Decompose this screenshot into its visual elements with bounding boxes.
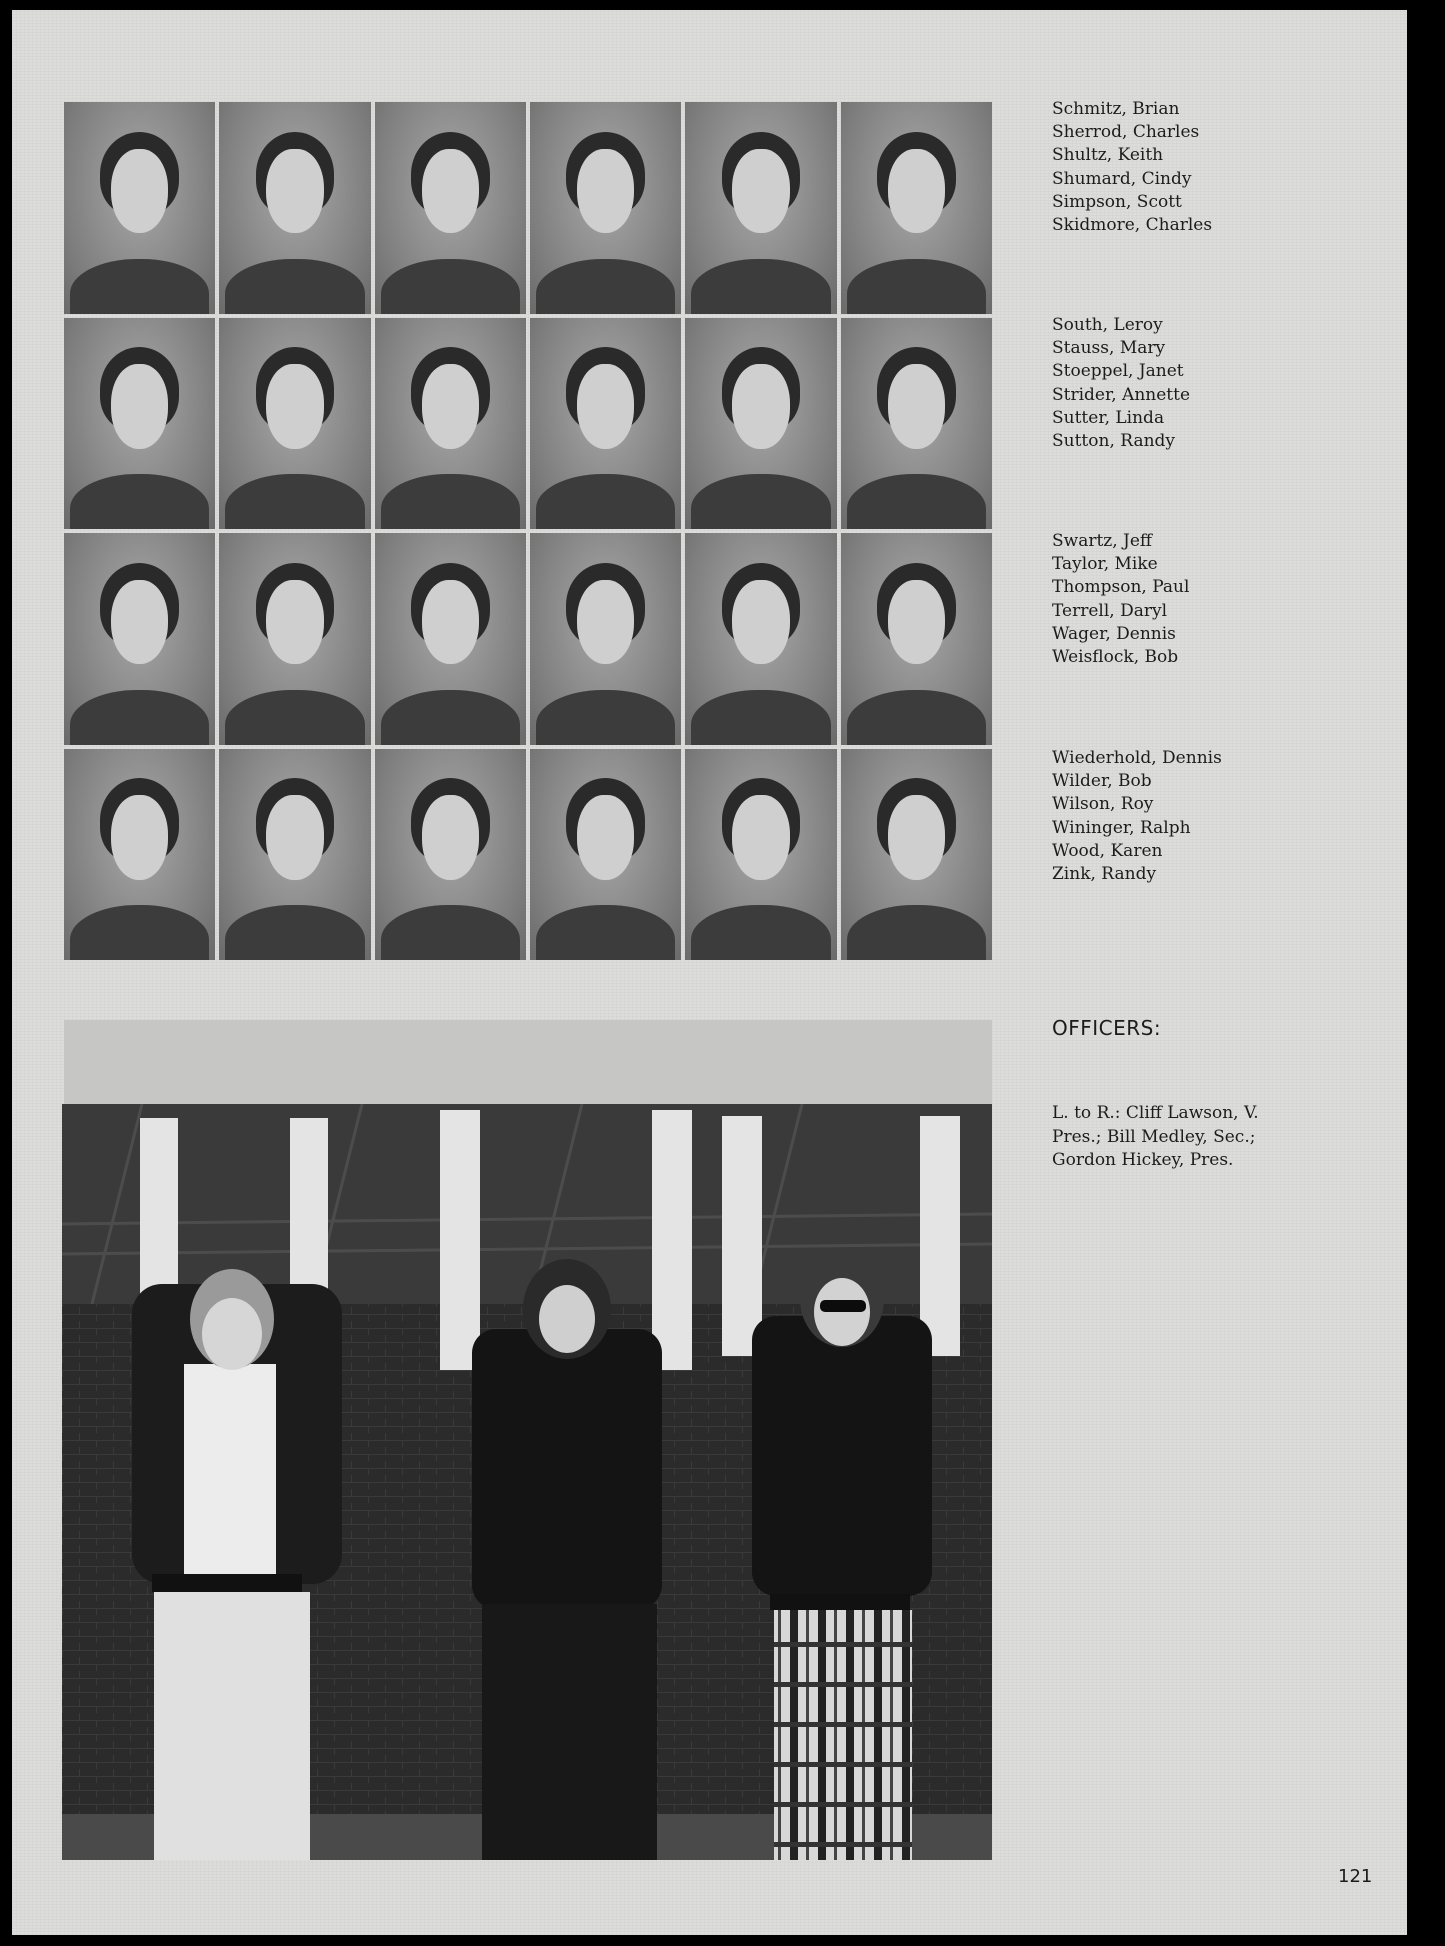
name-list-row-3 bbox=[1052, 530, 1189, 669]
student-name: Sutter, Linda bbox=[1052, 407, 1165, 428]
student-name: Terrell, Daryl bbox=[1052, 600, 1168, 621]
student-name: Sutton, Randy bbox=[1052, 431, 1176, 452]
student-portrait bbox=[219, 749, 370, 961]
student-name: Skidmore, Charles bbox=[1052, 215, 1213, 236]
student-name: Wager, Dennis bbox=[1052, 623, 1176, 644]
student-portrait bbox=[841, 318, 992, 530]
student-name: Taylor, Mike bbox=[1052, 554, 1158, 575]
student-name: Wininger, Ralph bbox=[1052, 817, 1191, 838]
officers-photo bbox=[62, 1104, 992, 1860]
student-name: Weisflock, Bob bbox=[1052, 647, 1179, 668]
student-portrait bbox=[841, 749, 992, 961]
student-portrait bbox=[375, 749, 526, 961]
student-name: Wiederhold, Dennis bbox=[1052, 748, 1222, 768]
student-portrait bbox=[219, 533, 370, 745]
student-portrait bbox=[375, 318, 526, 530]
student-portrait bbox=[64, 102, 215, 314]
student-portrait bbox=[219, 102, 370, 314]
yearbook-page bbox=[12, 10, 1407, 1935]
student-portrait bbox=[219, 318, 370, 530]
student-name: Stauss, Mary bbox=[1052, 338, 1166, 359]
student-name: Swartz, Jeff bbox=[1052, 531, 1153, 551]
student-portrait bbox=[375, 102, 526, 314]
officers-photo-top-band bbox=[64, 1020, 992, 1104]
student-portrait bbox=[841, 533, 992, 745]
student-name: Wilson, Roy bbox=[1052, 794, 1154, 815]
student-name: Simpson, Scott bbox=[1052, 191, 1182, 212]
student-portrait bbox=[530, 318, 681, 530]
student-portrait bbox=[530, 533, 681, 745]
student-portrait bbox=[685, 533, 836, 745]
student-name: Zink, Randy bbox=[1052, 864, 1157, 885]
student-portrait bbox=[64, 533, 215, 745]
student-name: Wilder, Bob bbox=[1052, 771, 1152, 792]
name-list-row-4 bbox=[1052, 747, 1222, 886]
student-portrait bbox=[685, 318, 836, 530]
student-portrait bbox=[64, 749, 215, 961]
portrait-grid bbox=[64, 102, 992, 960]
student-name: Shumard, Cindy bbox=[1052, 168, 1192, 189]
name-list-row-2 bbox=[1052, 314, 1190, 453]
student-portrait bbox=[685, 749, 836, 961]
student-name: Schmitz, Brian bbox=[1052, 99, 1180, 119]
student-name: South, Leroy bbox=[1052, 315, 1163, 335]
page-number: 121 bbox=[1338, 1866, 1373, 1887]
officers-heading: OFFICERS: bbox=[1052, 1016, 1162, 1040]
student-portrait bbox=[530, 749, 681, 961]
officers-caption: L. to R.: Cliff Lawson, V. Pres.; Bill Medley, Sec.; Gordon Hickey, Pres. bbox=[1052, 1103, 1259, 1170]
student-portrait bbox=[375, 533, 526, 745]
officers-photo-drawing bbox=[62, 1104, 992, 1860]
student-name: Stoeppel, Janet bbox=[1052, 361, 1184, 382]
student-portrait bbox=[64, 318, 215, 530]
student-name: Sherrod, Charles bbox=[1052, 122, 1200, 143]
student-name: Thompson, Paul bbox=[1052, 577, 1190, 598]
student-portrait bbox=[530, 102, 681, 314]
student-name: Wood, Karen bbox=[1052, 840, 1163, 861]
student-portrait bbox=[685, 102, 836, 314]
student-portrait bbox=[841, 102, 992, 314]
name-list-row-1 bbox=[1052, 98, 1212, 237]
student-name: Shultz, Keith bbox=[1052, 145, 1164, 166]
student-name: Strider, Annette bbox=[1052, 384, 1191, 405]
